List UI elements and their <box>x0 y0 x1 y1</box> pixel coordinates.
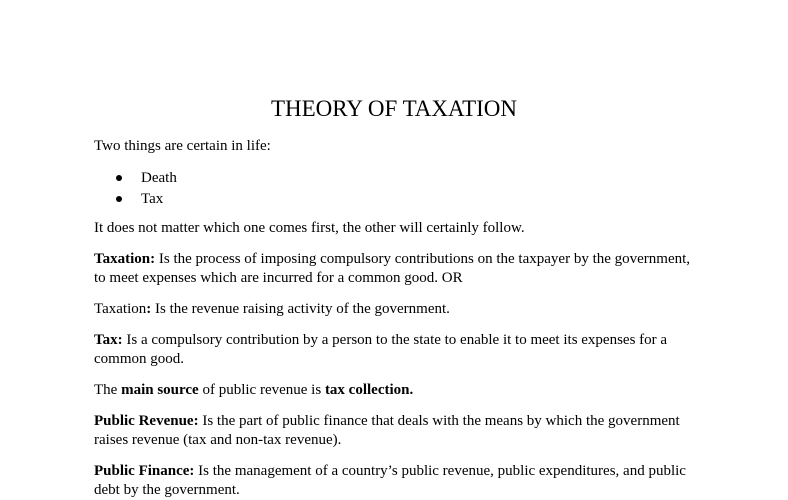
public-revenue-definition <box>94 412 704 450</box>
list-item <box>94 168 394 189</box>
taxation-definition <box>94 250 704 288</box>
bullet-text: Tax <box>141 191 164 207</box>
document-title: THEORY OF TAXATION <box>270 96 518 121</box>
follow-text: It does not matter which one comes first, the other will certainly follow. <box>94 220 525 236</box>
definition-text: Is the management of a country’s public revenue, public expenditures, and public debt by the government. <box>94 463 686 498</box>
bullet-icon <box>116 196 122 202</box>
term-label: Tax: <box>94 332 123 348</box>
public-finance-definition <box>94 462 704 500</box>
bullet-text: Death <box>141 170 177 186</box>
definition-text: Is the process of imposing compulsory contributions on the taxpayer by the government, to meet expenses which are incurred for a common good. OR <box>94 251 691 286</box>
definition-text: Is the revenue raising activity of the government. <box>151 301 450 317</box>
term-colon: : <box>146 301 152 317</box>
list-item <box>94 189 394 210</box>
text-segment: of public revenue is <box>198 382 325 398</box>
intro-text: Two things are certain in life: <box>94 138 271 154</box>
bullet-icon <box>116 175 122 181</box>
bold-segment: main source <box>121 382 199 398</box>
main-source-text <box>94 381 704 400</box>
text-segment: The <box>94 382 122 398</box>
term-label: Taxation <box>94 301 147 317</box>
term-label: Public Finance: <box>94 463 195 479</box>
bold-segment: tax collection. <box>324 382 414 398</box>
definition-text: Is a compulsory contribution by a person to the state to enable it to meet its expenses for a common good. <box>94 332 668 367</box>
taxation-alt-definition <box>94 300 704 319</box>
term-label: Taxation: <box>94 251 156 267</box>
definition-text: Is the part of public finance that deals with the means by which the government raises revenue (tax and non-tax revenue). <box>94 413 680 448</box>
bullet-list <box>94 168 394 210</box>
tax-definition <box>94 331 704 369</box>
term-label: Public Revenue: <box>94 413 199 429</box>
